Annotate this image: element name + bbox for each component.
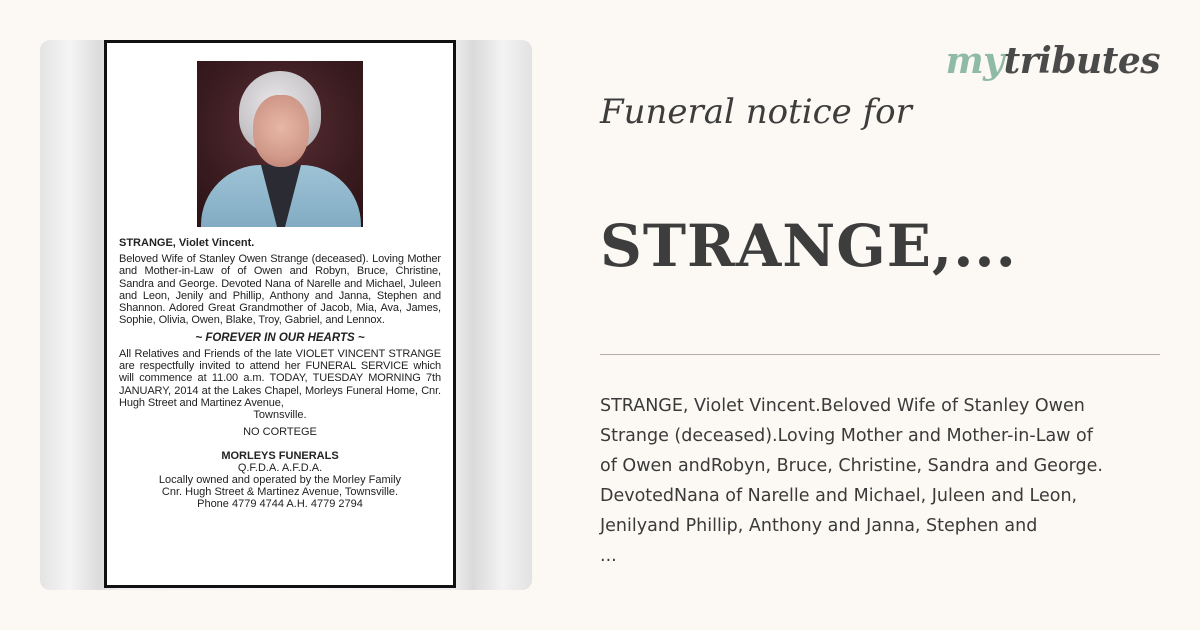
- excerpt-line: Strange (deceased).Loving Mother and Mother-in-Law of: [600, 426, 1093, 446]
- notice-excerpt: [600, 391, 1175, 541]
- excerpt-line: of Owen andRobyn, Bruce, Christine, Sandra and George.: [600, 456, 1103, 476]
- mytributes-logo[interactable]: [946, 40, 1160, 82]
- notice-family-text: Beloved Wife of Stanley Owen Strange (deceased). Loving Mother and Mother-in-Law of of Owen and Robyn, Bruce, Christine, Sandra and George. Devoted Nana of Narelle and Michael, Juleen and Leon, Jenily and Phillip, Anthony and Janna, Stephen and Shannon. Adored Great Grandmother of Jacob, Mia, Ava, James, Sophie, Olivia, Owen, Blake, Troy, Gabriel, and Lennox.: [119, 253, 441, 327]
- notice-address: Cnr. Hugh Street & Martinez Avenue, Townsville.: [161, 486, 399, 499]
- notice-cortege: NO CORTEGE: [243, 425, 317, 438]
- excerpt-ellipsis: ...: [600, 546, 617, 566]
- notice-forever-line: ~ FOREVER IN OUR HEARTS ~: [195, 331, 365, 344]
- logo-tributes: tributes: [1003, 40, 1160, 82]
- page-heading: Funeral notice for: [600, 92, 912, 132]
- excerpt-line: Jenilyand Phillip, Anthony and Janna, Stephen and: [600, 516, 1038, 536]
- notice-name: STRANGE, Violet Vincent.: [119, 237, 255, 249]
- excerpt-line: DevotedNana of Narelle and Michael, Juleen and Leon,: [600, 486, 1078, 506]
- deceased-name: STRANGE,...: [600, 212, 1017, 280]
- excerpt-line: STRANGE, Violet Vincent.Beloved Wife of Stanley Owen: [600, 396, 1085, 416]
- portrait-face: [253, 95, 309, 167]
- divider: [600, 354, 1160, 355]
- newspaper-notice: [104, 40, 456, 588]
- logo-my: my: [945, 40, 1004, 82]
- notice-image-card: [40, 40, 532, 590]
- portrait-photo: [197, 61, 363, 227]
- notice-funeral-home: MORLEYS FUNERALS: [221, 449, 339, 462]
- notice-service-end: Townsville.: [253, 409, 307, 422]
- notice-service-text: All Relatives and Friends of the late VIOLET VINCENT STRANGE are respectfully invited to attend her FUNERAL SERVICE which will commence at 11.00 a.m. TODAY, TUESDAY MORNING 7th JANUARY, 2014 at the Lakes Chapel, Morleys Funeral Home, Cnr. Hugh Street and Martinez Avenue,: [119, 347, 441, 409]
- notice-qfda: Q.F.D.A. A.F.D.A.: [237, 461, 323, 474]
- notice-phone: Phone 4779 4744 A.H. 4779 2794: [197, 498, 363, 511]
- notice-owned: Locally owned and operated by the Morley Family: [158, 473, 402, 486]
